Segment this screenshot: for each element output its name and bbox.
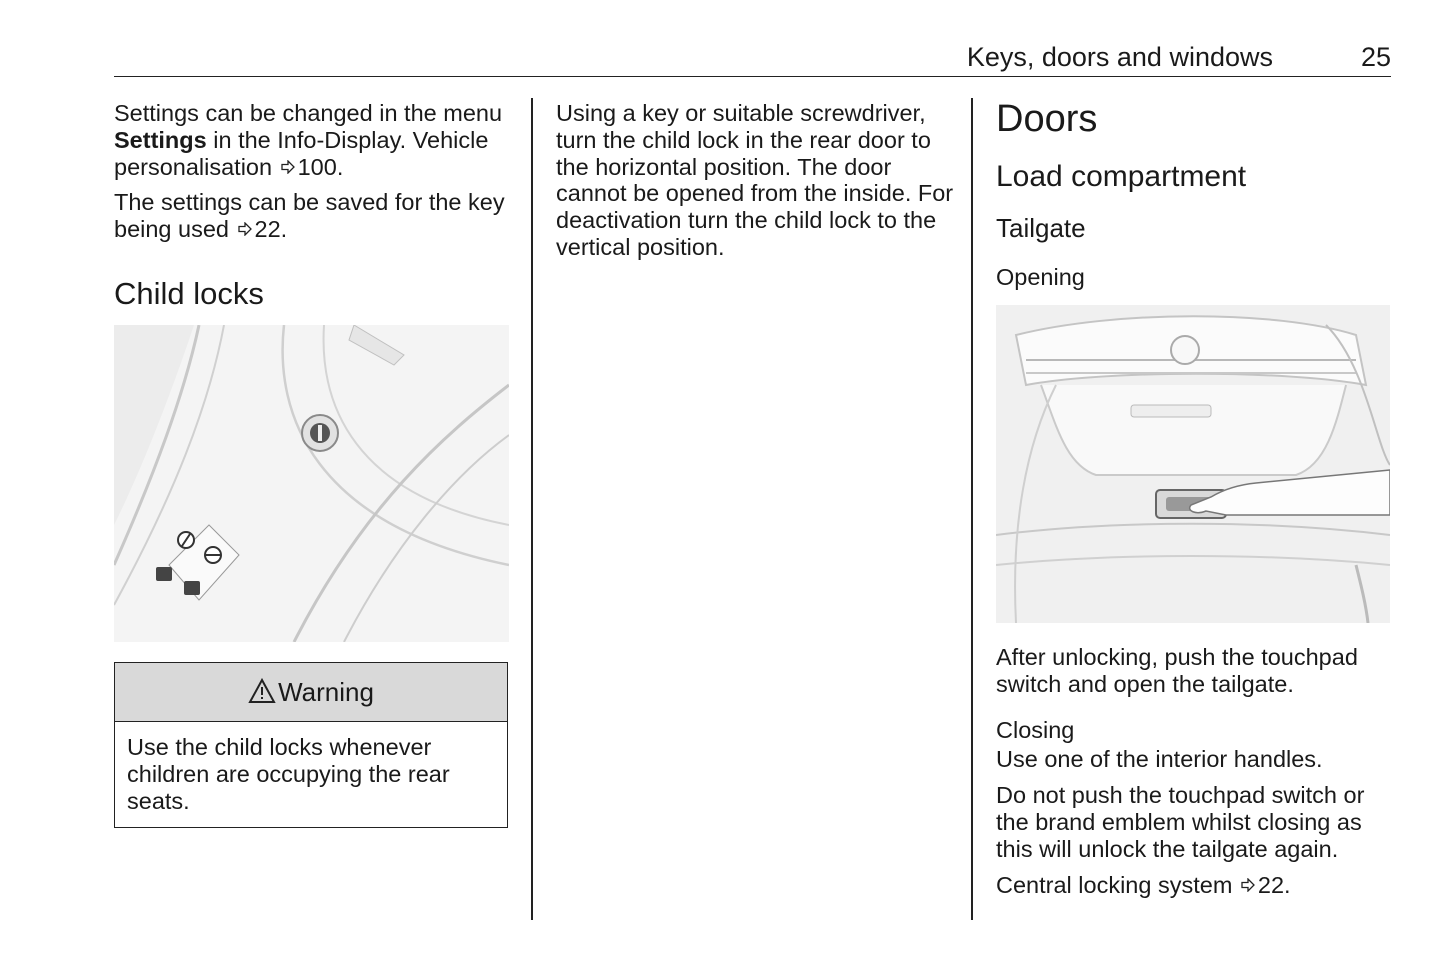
central-locking-reference: Central locking system 22. <box>996 871 1291 898</box>
warning-box <box>114 662 508 828</box>
page-reference-link[interactable]: 22. <box>254 216 288 243</box>
doors-heading: Doors <box>996 98 1098 140</box>
tailgate-illustration <box>996 305 1390 623</box>
column-divider-1 <box>531 98 533 920</box>
closing-instructions-2: Do not push the touchpad switch or the brand emblem whilst closing as this will unlock the tailgate again. <box>996 782 1365 862</box>
settings-menu-name: Settings <box>114 126 207 153</box>
column-3-text <box>996 644 1391 907</box>
opening-heading: Opening <box>996 264 1085 290</box>
child-locks-heading: Child locks <box>114 276 264 311</box>
warning-body: Use the child locks whenever children are occupying the rear seats. <box>127 734 450 814</box>
child-lock-illustration <box>114 325 509 642</box>
page-number: 25 <box>1360 42 1391 72</box>
load-compartment-heading: Load compartment <box>996 160 1247 193</box>
child-lock-instructions: Using a key or suitable screwdriver, turn the child lock in the rear door to the horizontal position. The door cannot be opened from the inside. For deactivation turn the child lock to the vertical position. <box>556 100 954 260</box>
warning-triangle-icon <box>248 678 276 704</box>
closing-instructions-1: Use one of the interior handles. <box>996 746 1323 773</box>
warning-title: Warning <box>278 677 374 707</box>
page-reference-arrow-icon <box>238 222 252 236</box>
opening-instructions: After unlocking, push the touchpad switch and open the tailgate. <box>996 644 1358 697</box>
running-header <box>114 40 1391 77</box>
key-settings-paragraph: The settings can be saved for the key being used 22. <box>114 189 505 243</box>
column-1 <box>114 100 514 252</box>
column-2 <box>556 100 956 270</box>
page-reference-link[interactable]: 100. <box>297 153 344 180</box>
page-reference-arrow-icon <box>1241 878 1255 892</box>
page-reference-arrow-icon <box>281 160 295 174</box>
section-title: Keys, doors and windows <box>966 42 1273 72</box>
page-reference-link[interactable]: 22. <box>1257 871 1291 898</box>
settings-paragraph: Settings can be changed in the menu Settings in the Info-Display. Vehicle personalisation 100. <box>114 100 503 180</box>
closing-heading: Closing <box>996 716 1075 743</box>
column-divider-2 <box>971 98 973 920</box>
tailgate-heading: Tailgate <box>996 213 1086 243</box>
warning-header <box>115 663 507 722</box>
